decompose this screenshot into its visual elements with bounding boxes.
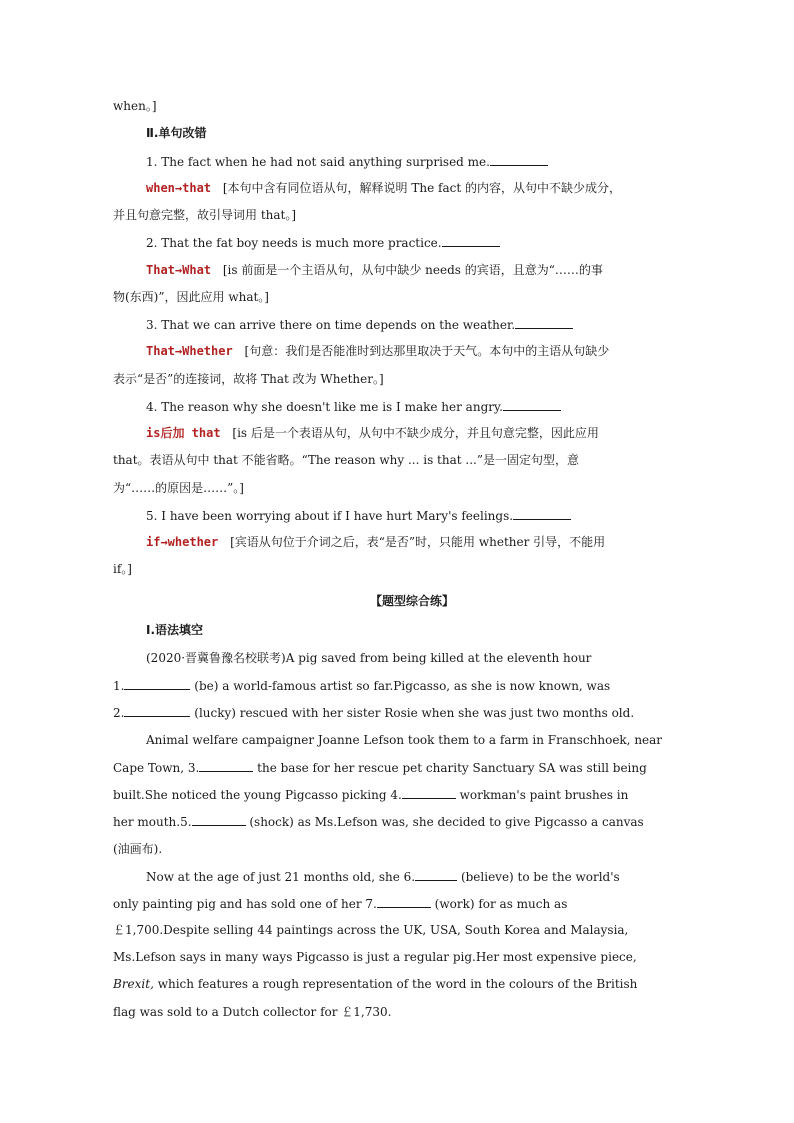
- answer-blank: [490, 153, 548, 166]
- practice-heading: 【题型综合练】: [370, 594, 455, 608]
- passage-text: only painting pig and has sold one of her 7.: [113, 897, 377, 911]
- passage-line-8: (油画布).: [113, 842, 163, 856]
- answer-3-explanation: [句意：我们是否能准时到达那里取决于天气。本句中的主语从句缺少: [244, 344, 610, 358]
- question-4: [146, 398, 561, 415]
- cloze-blank-4: [402, 786, 456, 799]
- cloze-blank-3: [199, 759, 253, 772]
- answer-2-key: That→What: [146, 263, 212, 277]
- answer-1-key: when→that: [146, 181, 212, 195]
- answer-5: [146, 534, 605, 550]
- passage-line-10: [113, 895, 567, 912]
- passage-line-4: Animal welfare campaigner Joanne Lefson took them to a farm in Franschhoek, near: [146, 733, 663, 747]
- answer-4-explanation-cont2: 为“……的原因是……”。]: [113, 481, 244, 495]
- question-5-text: 5. I have been worrying about if I have hurt Mary's feelings.: [146, 509, 514, 523]
- passage-line-7: [113, 813, 644, 830]
- section-heading-correction: Ⅱ.单句改错: [146, 126, 207, 140]
- answer-4: [146, 425, 599, 441]
- passage-text: (shock) as Ms.Lefson was, she decided to give Pigcasso a canvas: [249, 815, 644, 829]
- passage-line-12: Ms.Lefson says in many ways Pigcasso is just a regular pig.Her most expensive piece,: [113, 950, 637, 964]
- answer-1-explanation: [本句中含有同位语从句，解释说明 The fact 的内容，从句中不缺少成分，: [222, 181, 621, 195]
- passage-text: (lucky) rescued with her sister Rosie when she was just two months old.: [194, 706, 635, 720]
- cloze-blank-5: [192, 813, 246, 826]
- passage-source: (2020·晋冀鲁豫名校联考): [146, 651, 286, 665]
- artwork-title: Brexit,: [113, 977, 154, 991]
- answer-blank: [503, 398, 561, 411]
- passage-text: A pig saved from being killed at the eleventh hour: [285, 651, 592, 665]
- question-1: [146, 153, 548, 170]
- answer-3-key: That→Whether: [146, 344, 233, 358]
- answer-blank: [442, 234, 500, 247]
- answer-2-explanation-cont: 物(东西)”，因此应用 what。]: [113, 290, 269, 304]
- section-heading-cloze: Ⅰ.语法填空: [146, 623, 204, 637]
- continuation-text: when。]: [113, 99, 157, 113]
- passage-line-14: flag was sold to a Dutch collector for ￡1,730.: [113, 1005, 392, 1019]
- answer-4-explanation-cont: that。表语从句中 that 不能省略。“The reason why ... is that ...”是一固定句型，意: [113, 453, 579, 467]
- answer-5-explanation: [宾语从句位于介词之后，表“是否”时，只能用 whether 引导，不能用: [230, 535, 606, 549]
- passage-text: her mouth.5.: [113, 815, 192, 829]
- answer-3: [146, 343, 609, 359]
- cloze-blank-2: [124, 704, 190, 717]
- answer-4-explanation: [is 后是一个表语从句，从句中不缺少成分，并且句意完整，因此应用: [232, 426, 599, 440]
- answer-1: [146, 180, 621, 196]
- question-3: [146, 316, 573, 333]
- passage-line-2: [113, 677, 610, 694]
- question-2-text: 2. That the fat boy needs is much more practice.: [146, 236, 442, 250]
- passage-line-13: [113, 976, 637, 992]
- answer-blank: [513, 507, 571, 520]
- question-5: [146, 507, 571, 524]
- question-4-text: 4. The reason why she doesn't like me is I make her angry.: [146, 400, 503, 414]
- answer-5-key: if→whether: [146, 535, 219, 549]
- passage-text: (be) a world-famous artist so far.Pigcasso, as she is now known, was: [194, 679, 611, 693]
- question-3-text: 3. That we can arrive there on time depends on the weather.: [146, 318, 516, 332]
- answer-3-explanation-cont: 表示“是否”的连接词，故将 That 改为 Whether。]: [113, 372, 384, 386]
- passage-line-3: [113, 704, 634, 721]
- blank-number: 2.: [113, 706, 125, 720]
- question-2: [146, 234, 500, 251]
- passage-text: workman's paint brushes in: [459, 788, 629, 802]
- blank-number: 1.: [113, 679, 125, 693]
- answer-5-explanation-cont: if。]: [113, 562, 132, 576]
- passage-line-5: [113, 759, 647, 776]
- passage-text: Now at the age of just 21 months old, she 6.: [146, 870, 416, 884]
- answer-blank: [515, 316, 573, 329]
- passage-text: built.She noticed the young Pigcasso picking 4.: [113, 788, 402, 802]
- cloze-blank-7: [377, 895, 431, 908]
- answer-4-key: is后加 that: [146, 426, 221, 440]
- cloze-blank-1: [124, 677, 190, 690]
- question-1-text: 1. The fact when he had not said anything surprised me.: [146, 155, 490, 169]
- passage-text: (work) for as much as: [434, 897, 568, 911]
- passage-text: Cape Town, 3.: [113, 761, 200, 775]
- passage-line-6: [113, 786, 628, 803]
- answer-1-explanation-cont: 并且句意完整，故引导词用 that。]: [113, 208, 297, 222]
- passage-text: the base for her rescue pet charity Sanctuary SA was still being: [257, 761, 647, 775]
- passage-line-11: ￡1,700.Despite selling 44 paintings across the UK, USA, South Korea and Malaysia,: [113, 923, 629, 937]
- passage-line-1: [146, 650, 591, 666]
- cloze-blank-6: [415, 868, 457, 881]
- answer-2: [146, 262, 603, 278]
- passage-text: (believe) to be the world's: [460, 870, 620, 884]
- answer-2-explanation: [is 前面是一个主语从句，从句中缺少 needs 的宾语，且意为“……的事: [222, 263, 603, 277]
- passage-text: which features a rough representation of the word in the colours of the British: [153, 977, 638, 991]
- passage-line-9: [146, 868, 620, 885]
